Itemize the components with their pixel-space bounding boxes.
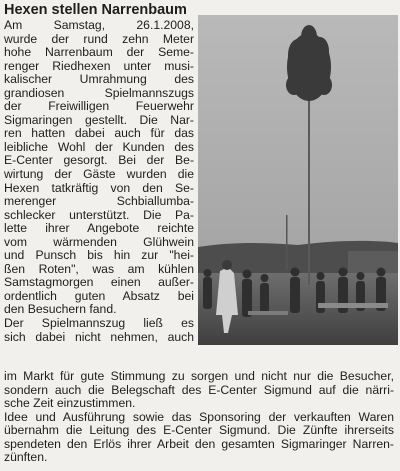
text-line: wirtung der Gäste wurden die (4, 168, 194, 182)
text-line: Hexen tatkräftig von den Se- (4, 181, 194, 195)
building (348, 251, 398, 273)
text-line: sche Zeit einzustimmen. (4, 397, 136, 411)
text-line: zünften. (4, 451, 48, 465)
news-article (4, 2, 396, 468)
text-line: E-Center gesorgt. Bei der Be- (4, 154, 194, 168)
text-line: sondern auch die Belegschaft des E-Center Sigmund auf die närri- (4, 383, 394, 397)
narrenbaum-pole (308, 85, 310, 285)
text-line: Idee und Ausführung sowie das Sponsoring der verkauften Waren (4, 410, 394, 424)
article-full-width-text (4, 370, 394, 465)
text-line: vom wärmenden Glühwein (4, 235, 194, 249)
text-line: kalischer Umrahmung des (4, 73, 194, 87)
text-line: schlecker unterstützt. Die Pa- (4, 208, 194, 222)
text-line: Sigmaringen gestellt. Die Nar- (4, 113, 194, 127)
text-line: hohe Narrenbaum der Seme- (4, 46, 194, 60)
text-line: im Markt für gute Stimmung zu sorgen und nicht nur die Besucher, (4, 370, 394, 383)
text-line: renger Riedhexen unter musi- (4, 59, 194, 73)
text-line: spendeten den Erlös ihrer Arbeit den gesamten Sigmaringer Narren- (4, 437, 394, 451)
table (248, 311, 288, 315)
text-line: merenger Schbiallumba- (4, 195, 194, 209)
photo-illustration (198, 15, 398, 345)
text-line: übernahm die Leitung des E-Center Sigmund. Die Zünfte ihrerseits (4, 424, 394, 438)
text-line: grandiosen Spielmannszugs (4, 86, 194, 100)
text-line: leibliche Wohl der Kunden des (4, 140, 194, 154)
text-line: sich dabei nicht nehmen, auch (4, 330, 194, 344)
narrenbaum-photo (198, 15, 398, 345)
text-line: Am Samstag, 26.1.2008, (4, 19, 194, 32)
text-line: den Besuchern fand. (4, 303, 117, 317)
text-line: der Freiwilligen Feuerwehr (4, 100, 194, 114)
article-column-text (4, 19, 194, 344)
table (318, 303, 388, 308)
article-headline: Hexen stellen Narrenbaum (4, 2, 187, 18)
text-line: Der Spielmannszug ließ es (4, 317, 194, 331)
lamp-post (286, 215, 288, 270)
text-line: ordentlich guten Absatz bei (4, 289, 194, 303)
text-line: lette ihrer Angebote reichte (4, 222, 194, 236)
text-line: Samstagmorgen einen außer- (4, 276, 194, 290)
text-line: wurde der rund zehn Meter (4, 32, 194, 46)
text-line: ßen Roten", was am kühlen (4, 262, 194, 276)
text-line: und Punsch bis hin zur "hei- (4, 249, 194, 263)
text-line: ren hatten dabei auch für das (4, 127, 194, 141)
